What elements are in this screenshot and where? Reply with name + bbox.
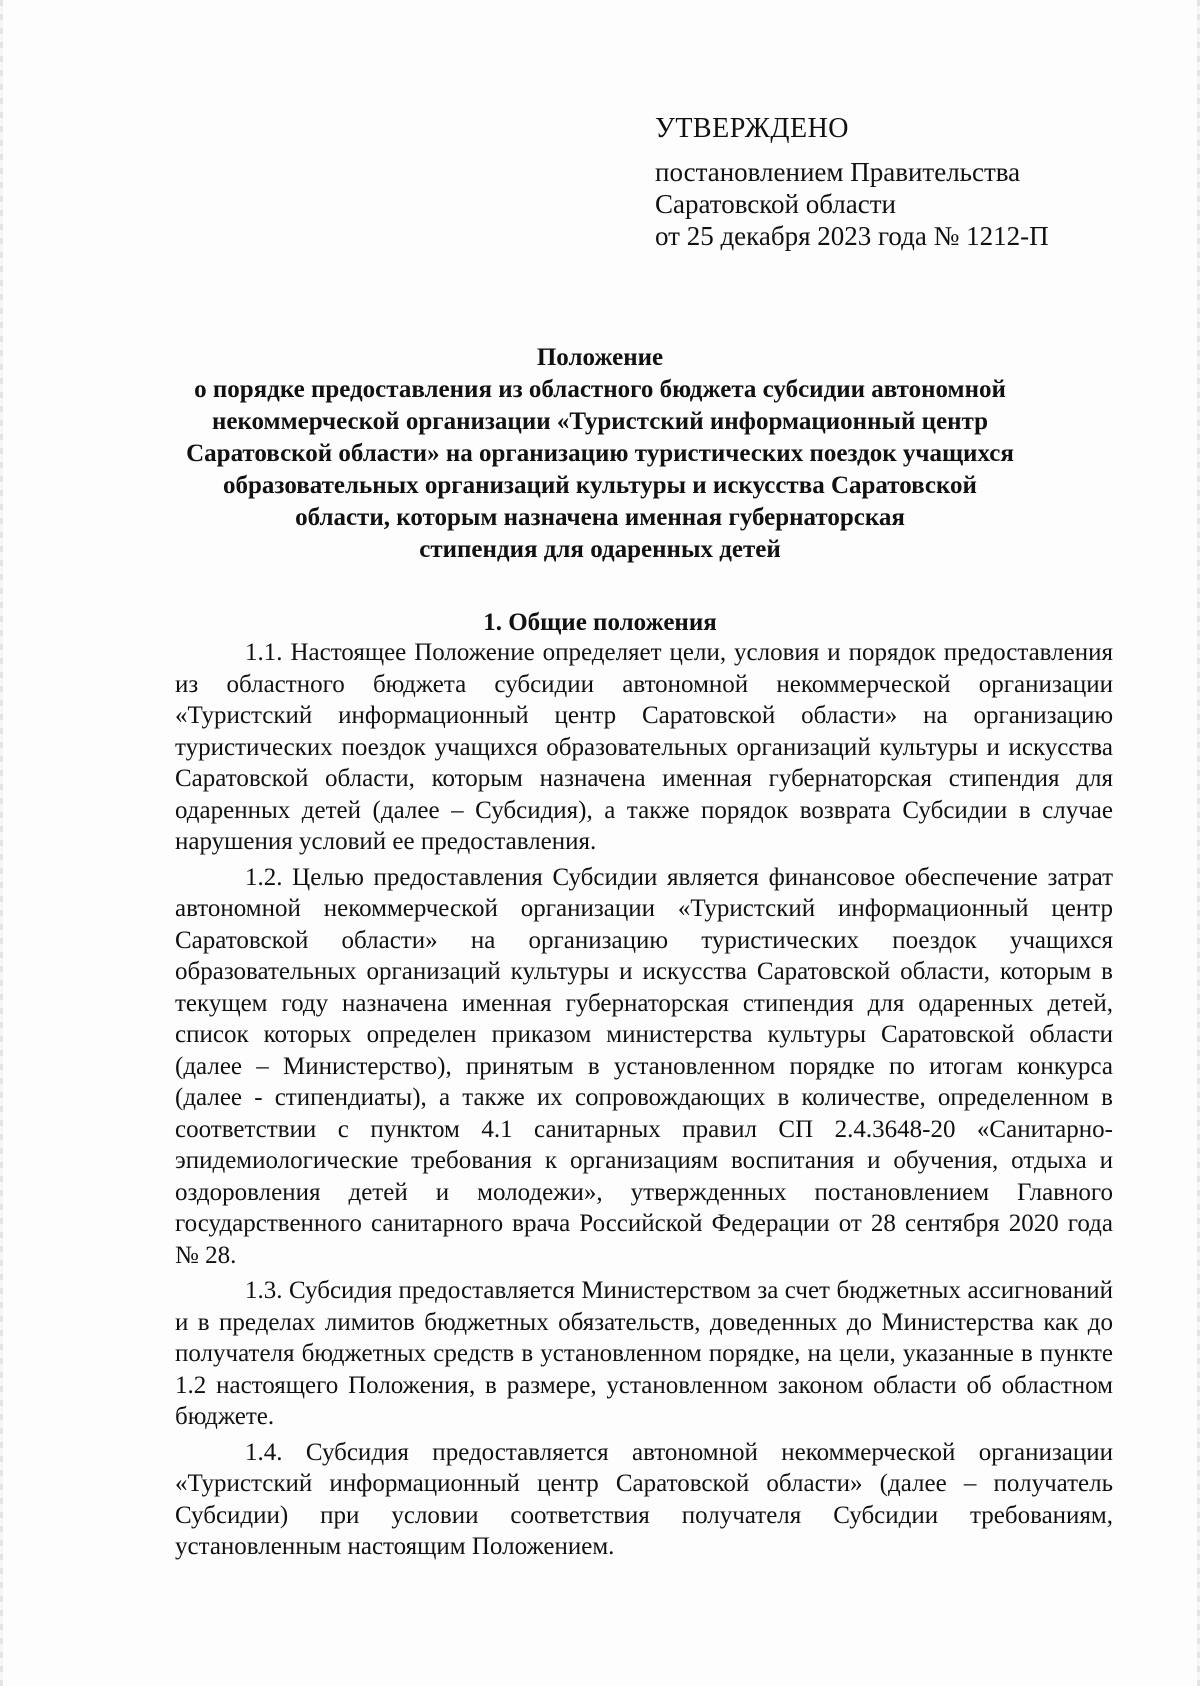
paragraph-1-2: 1.2. Целью предоставления Субсидии является финансовое обеспечение затрат автономной некоммерческой организации «Туристский информационный центр Саратовской области» на организацию туристических поездок учащихся образовательных организаций культуры и искусства Саратовской области, которым в текущем году назначена именная губернаторская стипендия для одаренных детей, список которых определен приказом министерства культуры Саратовской области (далее – Министерство), принятым в установленном порядке по итогам конкурса (далее - стипендиаты), а также их сопровождающих в количестве, определенном в соответствии с пунктом 4.1 санитарных правил СП 2.4.3648-20 «Санитарно-эпидемиологические требования к организациям воспитания и обучения, отдыха и оздоровления детей и молодежи», утвержденных постановлением Главного государственного санитарного врача Российской Федерации от 28 сентября 2020 года № 28. [175, 863, 1113, 1269]
document-title-line: некоммерческой организации «Туристский информационный центр [211, 408, 989, 435]
document-title-line: Саратовской области» на организацию туристических поездок учащихся [186, 440, 1014, 467]
section-heading: 1. Общие положения [483, 609, 717, 636]
paragraph-1-1: 1.1. Настоящее Положение определяет цели, условия и порядок предоставления из областного бюджета субсидии автономной некоммерческой организации «Туристский информационный центр Саратовской области» на организацию туристических поездок учащихся образовательных организаций культуры и искусства Саратовской области, которым назначена именная губернаторская стипендия для одаренных детей (далее – Субсидия), а также порядок возврата Субсидии в случае нарушения условий ее предоставления. [175, 639, 1113, 855]
scan-edge-left [0, 0, 3, 1686]
section-body [175, 637, 1113, 1567]
paragraph-1-4: 1.4. Субсидия предоставляется автономной некоммерческой организации «Туристский информационный центр Саратовской области» (далее – получатель Субсидии) при условии соответствия получателя Субсидии требованиям, установленным настоящим Положением. [175, 1438, 1113, 1560]
document-title-line: о порядке предоставления из областного бюджета субсидии автономной [194, 376, 1006, 403]
approval-line: от 25 декабря 2023 года № 1212-П [655, 221, 1049, 251]
document-title [150, 342, 1050, 566]
document-title-line: области, которым назначена именная губернаторская [295, 504, 905, 531]
approval-title: УТВЕРЖДЕНО [655, 113, 850, 144]
document-title-line: образовательных организаций культуры и искусства Саратовской [223, 472, 977, 499]
document-title-line: стипендия для одаренных детей [419, 536, 781, 563]
approval-line: постановлением Правительства [655, 157, 1021, 187]
approval-line: Саратовской области [655, 189, 896, 219]
paragraph-1-3: 1.3. Субсидия предоставляется Министерством за счет бюджетных ассигнований и в пределах лимитов бюджетных обязательств, доведенных до Министерства как до получателя бюджетных средств в установленном порядке, на цели, указанные в пункте 1.2 настоящего Положения, в размере, установленном законом области об областном бюджете. [175, 1277, 1113, 1430]
approval-stamp [655, 112, 1115, 252]
document-title-line: Положение [536, 344, 664, 371]
